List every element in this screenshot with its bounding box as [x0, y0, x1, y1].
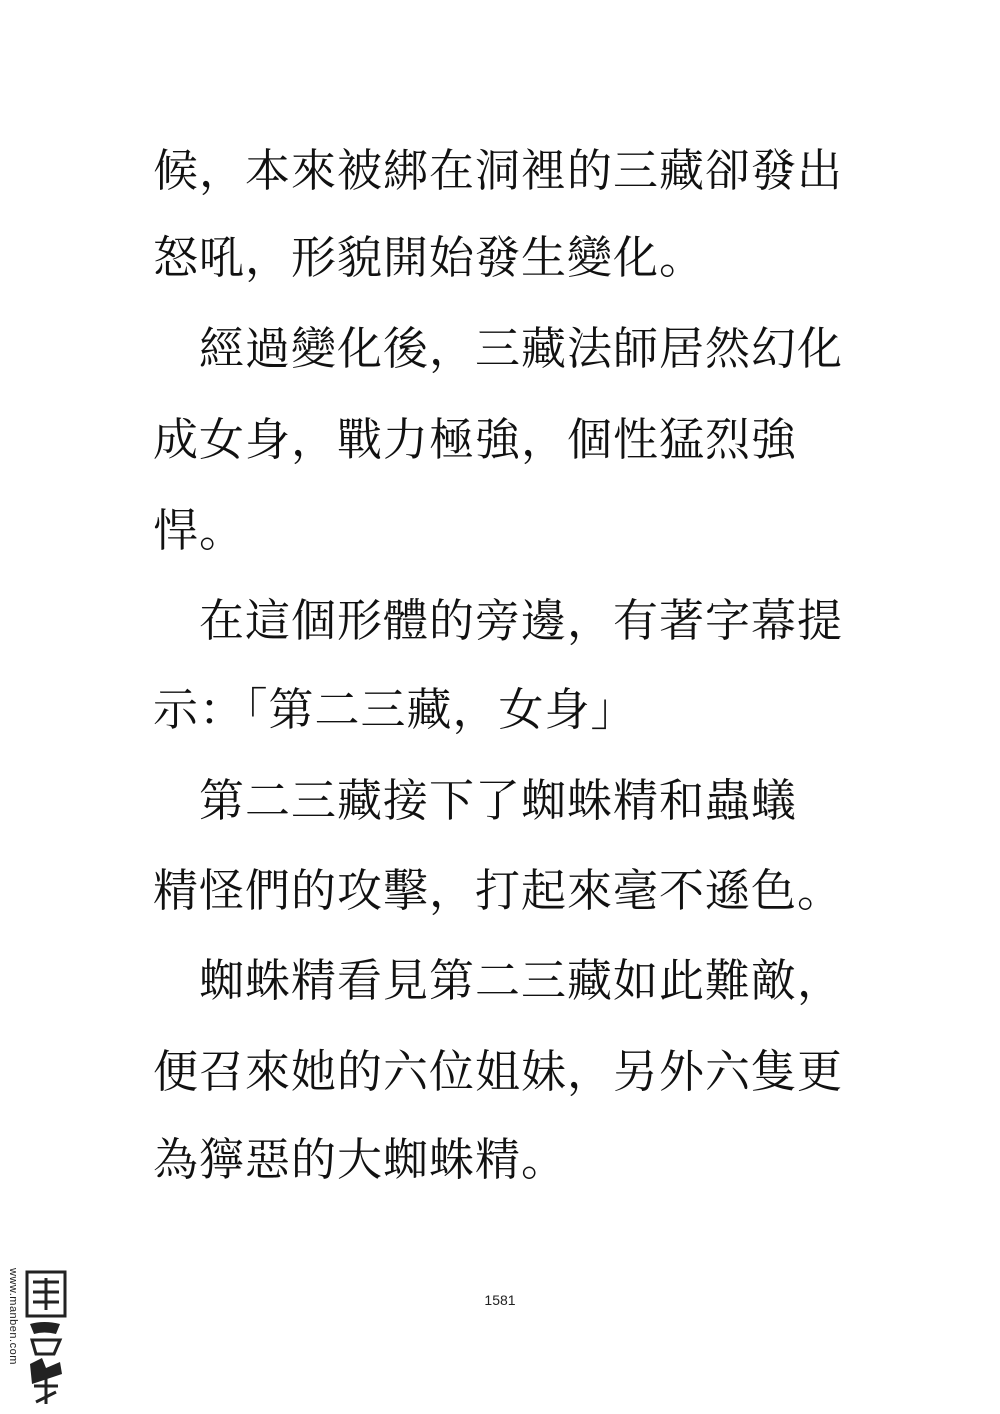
text-line: 成女身，戰力極強，個性猛烈強 [153, 413, 798, 466]
text-line: 精怪們的攻擊，打起來毫不遜色。 [153, 864, 844, 917]
text-line: 便召來她的六位姐妹，另外六隻更 [153, 1045, 844, 1098]
page-number: 1581 [484, 1292, 516, 1308]
watermark-url: www.manben.com [7, 1268, 19, 1365]
text-line: 怒吼，形貌開始發生變化。 [153, 231, 706, 284]
text-line: 蜘蛛精看見第二三藏如此難敵， [153, 954, 844, 1007]
text-line: 第二三藏接下了蜘蛛精和蟲蟻 [153, 774, 798, 827]
text-line: 在這個形體的旁邊，有著字幕提 [153, 594, 844, 647]
text-line: 悍。 [153, 504, 246, 557]
text-line: 候，本來被綁在洞裡的三藏卻發出 [153, 144, 844, 197]
text-line: 經過變化後，三藏法師居然幻化 [153, 322, 844, 375]
manben-logo-icon [24, 1268, 68, 1408]
text-line: 示：「第二三藏，女身」 [153, 683, 637, 736]
site-watermark [6, 1268, 68, 1408]
text-line: 為獰惡的大蜘蛛精。 [153, 1133, 568, 1186]
